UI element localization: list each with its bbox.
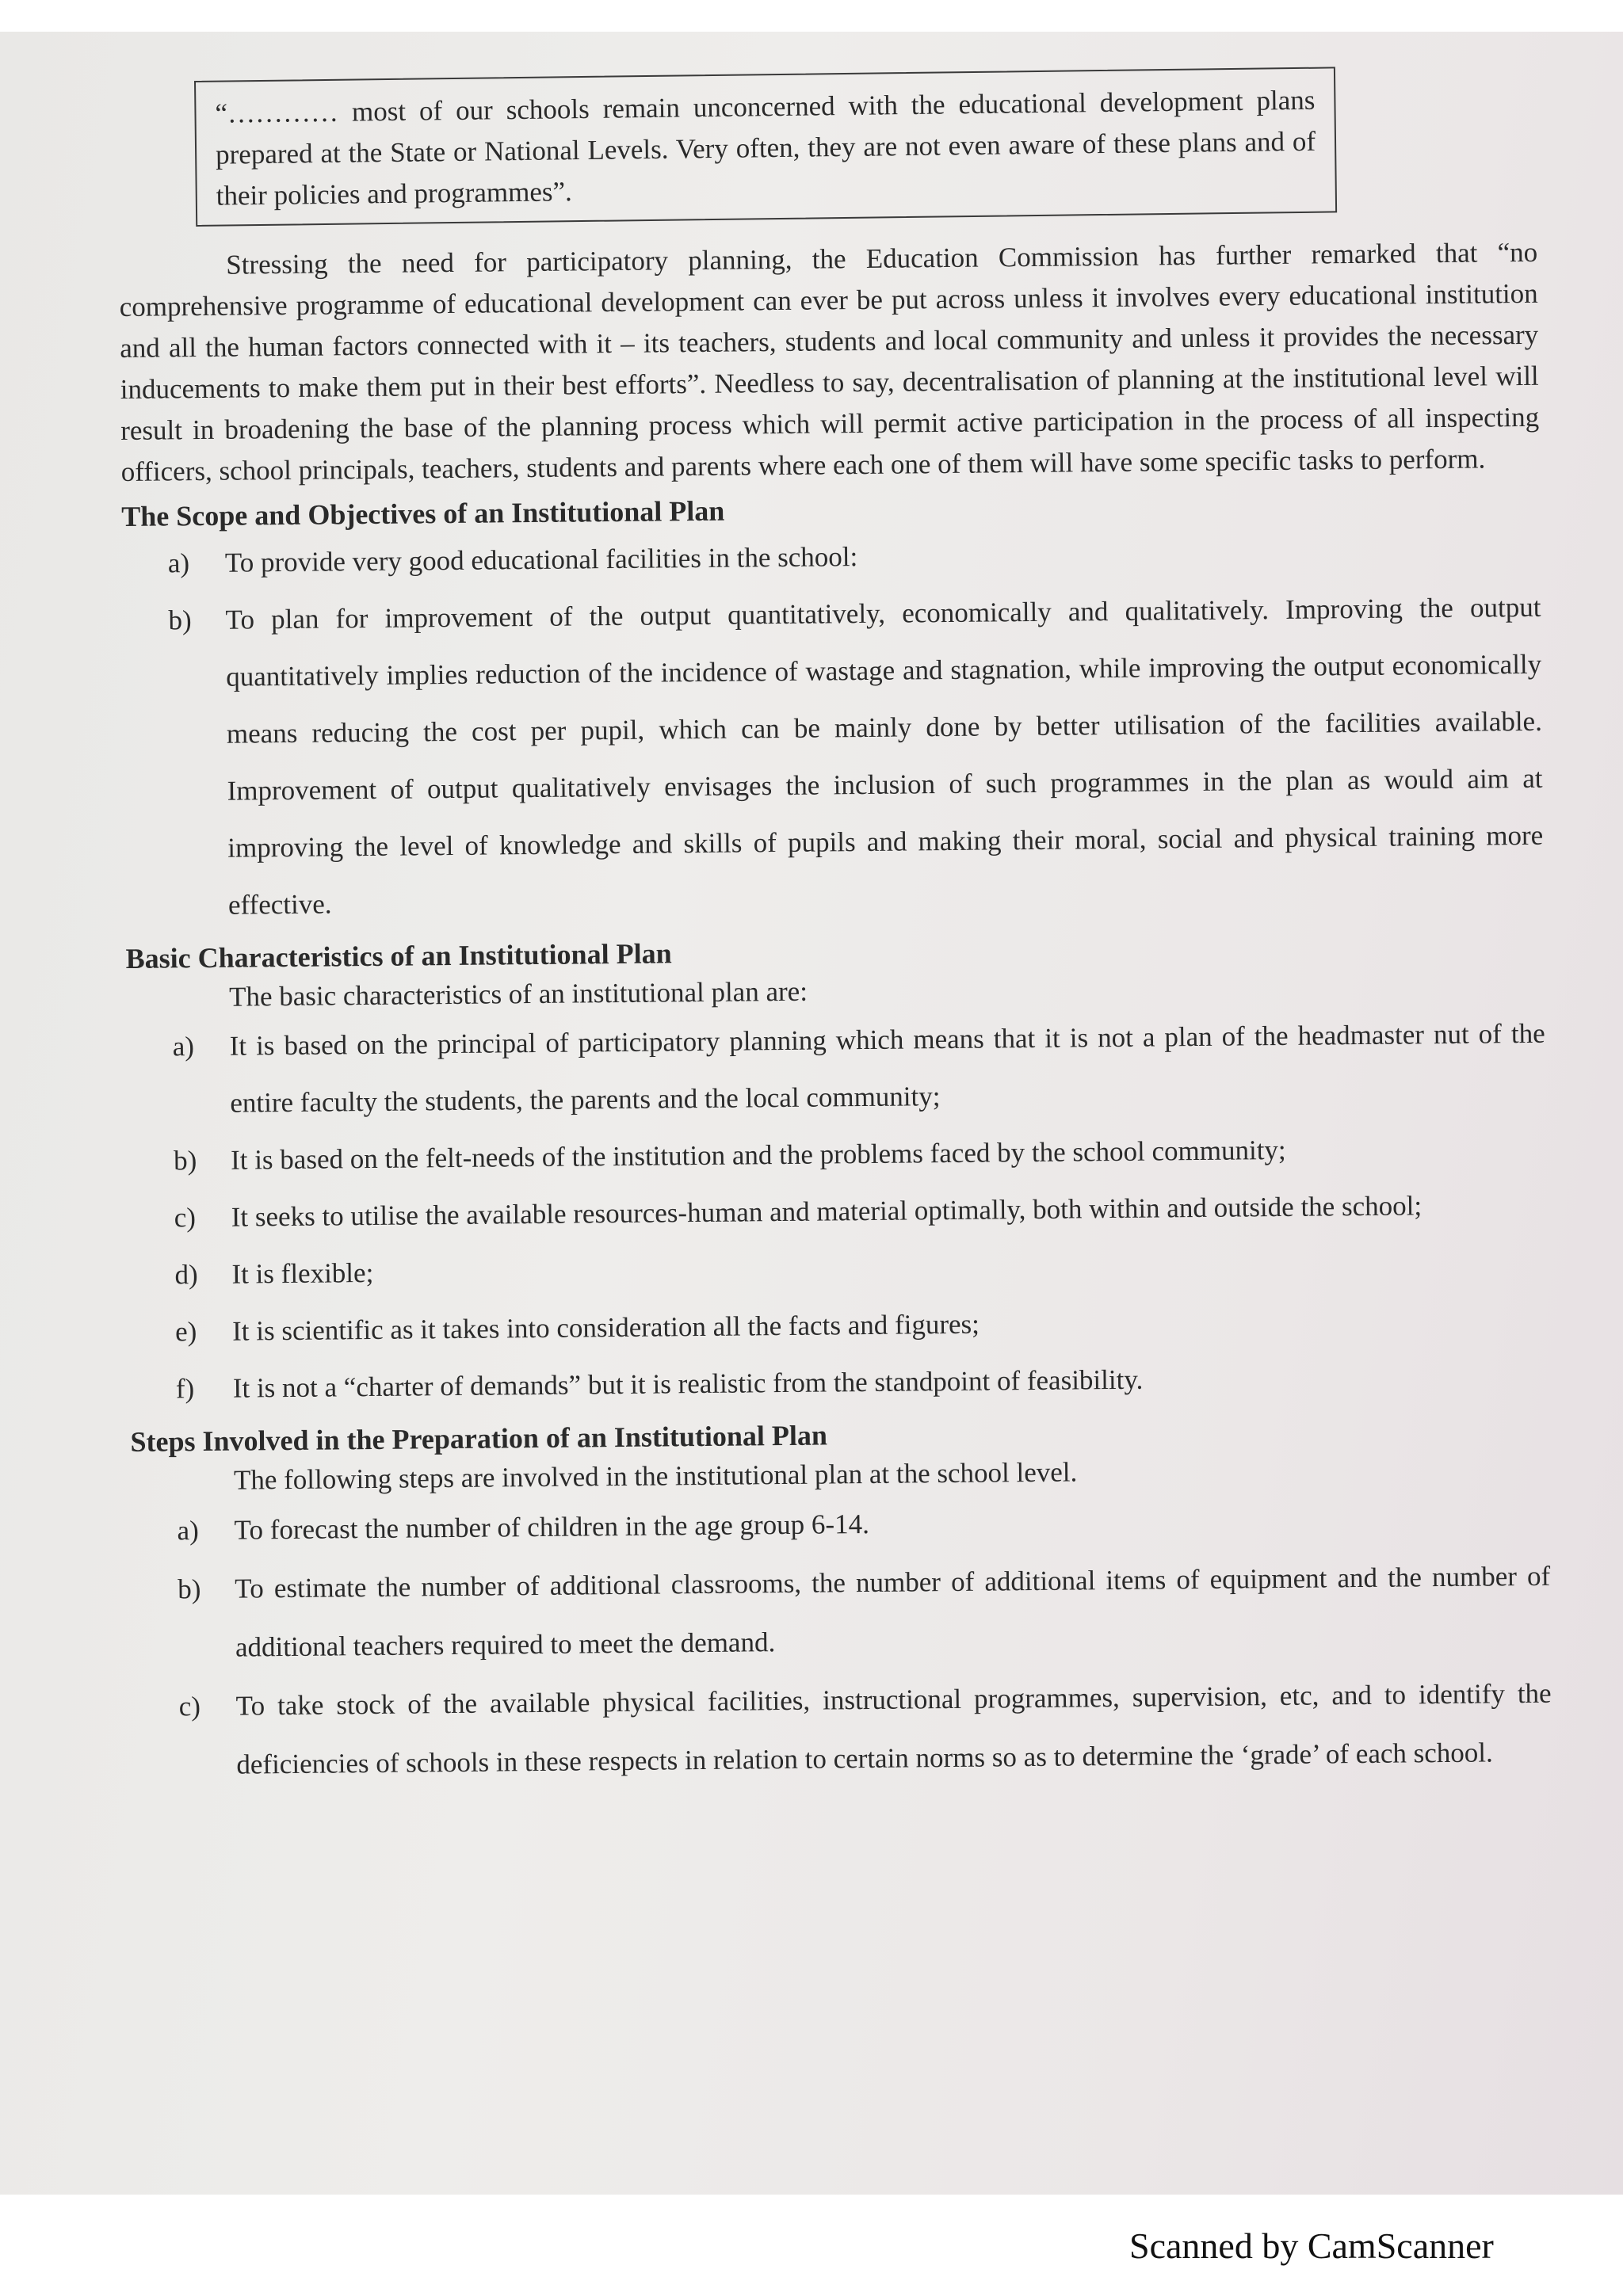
list-item-text: To plan for improvement of the output quantitatively, economically and qualitatively. Improving the output quantitatively implies reduction of the incidence of wastage and stagnation, while improving the output economically means reducing the cost per pupil, which can be mainly done by better utilisation of the facilities available. Improvement of output qualitatively envisages the inclusion of such programmes in the plan as would aim at improving the level of knowledge and skills of pupils and making their moral, social and physical training more effective. <box>225 591 1544 921</box>
list-item-text: It is based on the felt-needs of the institution and the problems faced by the school community; <box>230 1134 1286 1176</box>
list-item-text: It is based on the principal of participatory planning which means that it is not a plan of the headmaster nut of the entire faculty the students, the parents and the local community; <box>229 1017 1545 1119</box>
quote-box <box>194 67 1337 227</box>
list-item-text: To estimate the number of additional classrooms, the number of additional items of equipment and the number of additional teachers required to meet the demand. <box>235 1560 1551 1663</box>
list-item <box>126 1005 1545 1133</box>
scope-list <box>122 522 1545 935</box>
intro-paragraph: Stressing the need for participatory planning, the Education Commission has further remarked that “no comprehensive programme of educational development can ever be put across unless it involves every educational institution and all the human factors connected with it – its teachers, students and local community and unless it provides the necessary inducements to make them put in their best efforts”. Needless to say, decentralisation of planning at the institutional level will result in broadening the base of the planning process which will permit active participation in the process of all inspecting officers, school principals, teachers, students and parents where each one of them will have some specific tasks to perform. <box>119 236 1540 487</box>
list-marker: a) <box>177 1515 199 1547</box>
characteristics-list <box>126 1005 1549 1418</box>
page-body <box>119 232 1552 1795</box>
steps-heading: Steps Involved in the Preparation of an Institutional Plan <box>130 1419 828 1458</box>
steps-intro: The following steps are involved in the institutional plan at the school level. <box>233 1456 1078 1496</box>
list-item-text: It is scientific as it takes into consideration all the facts and figures; <box>231 1308 980 1347</box>
list-marker: c) <box>174 1202 197 1234</box>
list-marker: d) <box>174 1259 198 1291</box>
scope-heading: The Scope and Objectives of an Institutional Plan <box>121 494 725 532</box>
characteristics-intro: The basic characteristics of an institutional plan are: <box>228 975 808 1013</box>
list-marker: f) <box>175 1373 195 1405</box>
list-marker: a) <box>167 547 190 579</box>
list-item-text: It is not a “charter of demands” but it is realistic from the standpoint of feasibility. <box>232 1363 1144 1404</box>
characteristics-heading: Basic Characteristics of an Institutional Plan <box>125 937 672 974</box>
list-marker: a) <box>172 1031 195 1062</box>
list-marker: b) <box>173 1145 197 1177</box>
quote-text: “………… most of our schools remain unconcerned with the educational development plans prepared at the State or National Levels. Very often, they are not even aware of these plans and of their policies and programmes”. <box>215 84 1316 212</box>
list-marker: b) <box>168 605 192 636</box>
scanner-watermark: Scanned by CamScanner <box>1129 2225 1494 2266</box>
list-item <box>132 1547 1551 1678</box>
list-marker: b) <box>178 1573 201 1605</box>
list-item <box>122 579 1544 935</box>
list-item-text: To forecast the number of children in the age group 6-14. <box>234 1508 870 1546</box>
list-item-text: To provide very good educational facilities in the school: <box>224 541 858 578</box>
scanned-page <box>0 32 1623 2195</box>
list-item <box>132 1665 1552 1795</box>
list-item-text: It is flexible; <box>231 1257 374 1290</box>
list-marker: e) <box>174 1316 197 1348</box>
list-marker: c) <box>178 1691 201 1722</box>
list-item-text: To take stock of the available physical facilities, instructional programmes, supervision, etc, and to identify the deficiencies of schools in these respects in relation to certain norms so as to determine the ‘grade’ of each school. <box>235 1677 1552 1780</box>
steps-list <box>131 1489 1552 1795</box>
list-item-text: It seeks to utilise the available resources-human and material optimally, both within and outside the school; <box>231 1190 1423 1233</box>
